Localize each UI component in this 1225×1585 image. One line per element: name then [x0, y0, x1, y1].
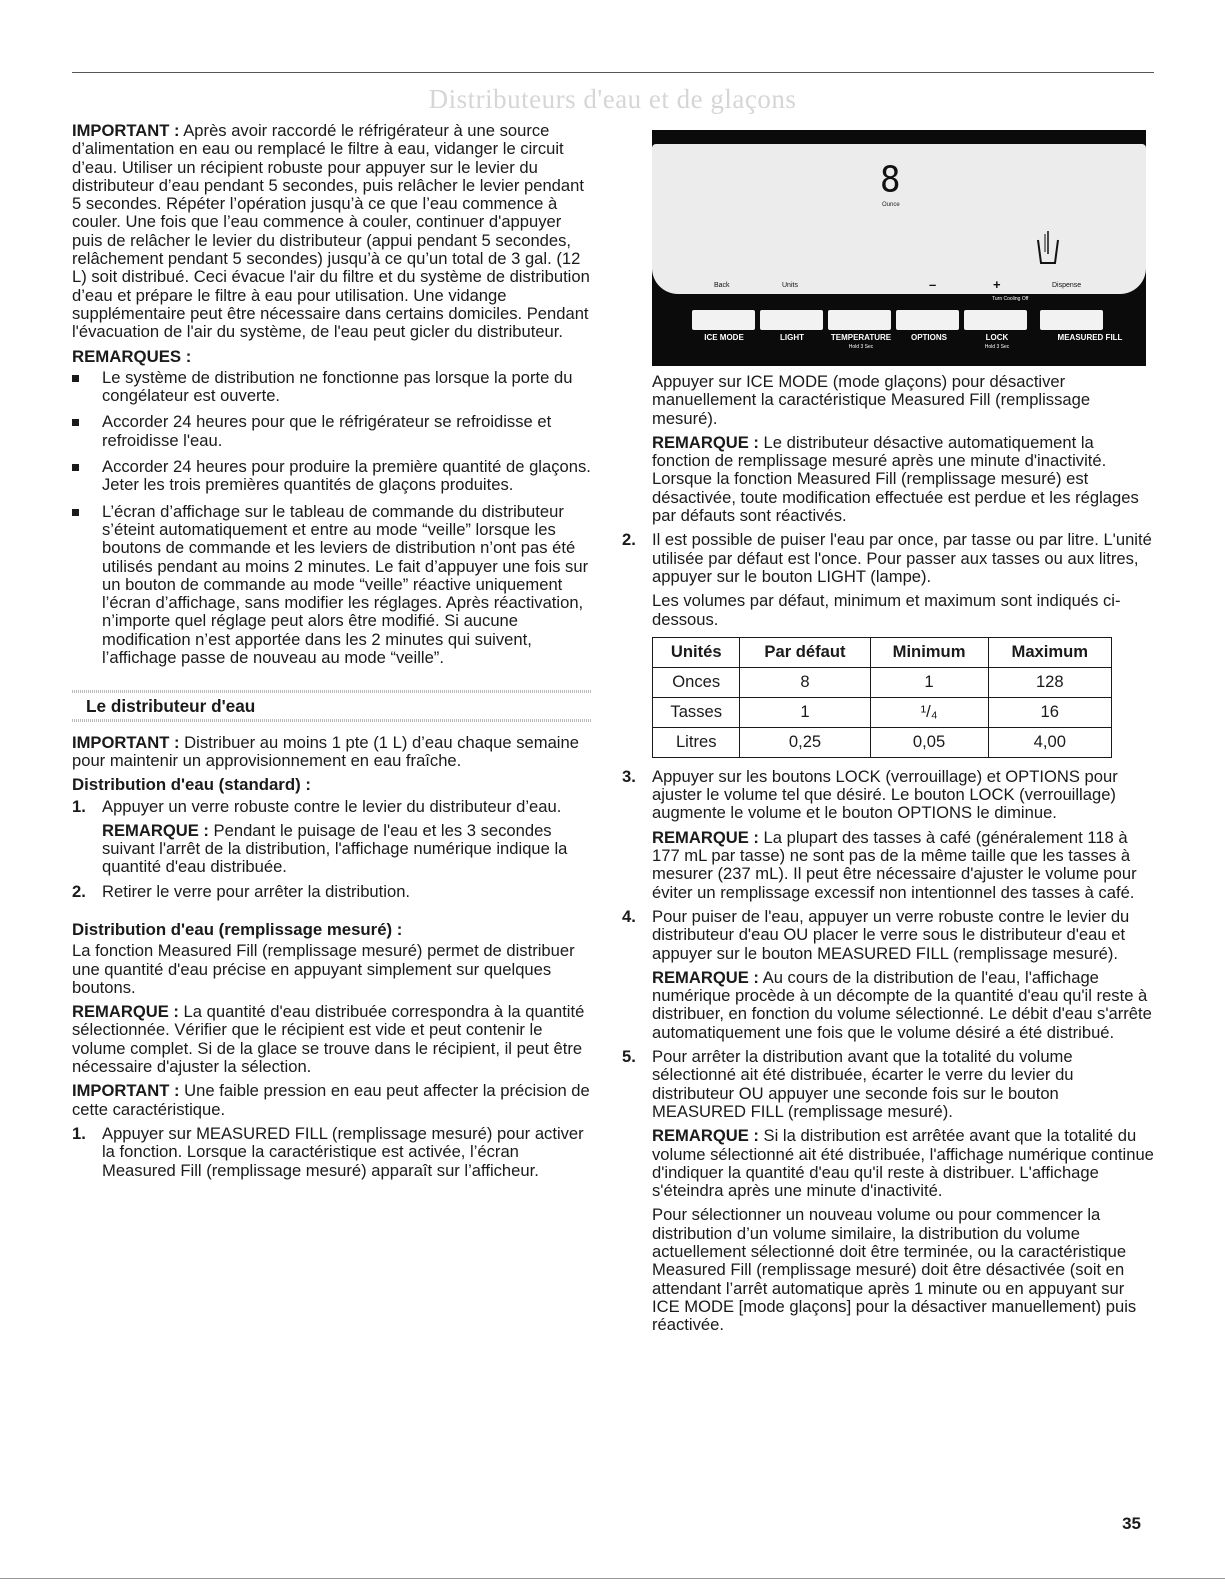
- note-paragraph: [652, 969, 1154, 1042]
- table-cell: 0,05: [870, 727, 988, 757]
- column-header: Par défaut: [740, 637, 870, 667]
- plus-label: +: [993, 277, 1001, 292]
- standard-heading: Distribution d'eau (standard) :: [72, 775, 311, 795]
- temperature-button: [828, 310, 891, 330]
- display-screen: [652, 144, 1146, 294]
- step-number: 2.: [72, 881, 86, 901]
- intro-label: IMPORTANT :: [72, 121, 180, 140]
- measured-fill-heading: Distribution d'eau (remplissage mesuré) :: [72, 919, 403, 939]
- light-label: LIGHT: [780, 333, 804, 342]
- table-cell: Onces: [653, 667, 740, 697]
- important-label: IMPORTANT :: [72, 1081, 180, 1101]
- note-paragraph: [72, 1003, 592, 1076]
- step-number: 1.: [72, 1123, 86, 1143]
- turn-cooling-label: Turn Cooling Off: [992, 296, 1029, 302]
- page-title: Distributeurs d'eau et de glaçons: [428, 84, 797, 114]
- hold-label: Hold 3 Sec: [984, 344, 1010, 350]
- lock-button: [964, 310, 1027, 330]
- bottom-rule: [0, 1578, 1225, 1579]
- note-text: Si la distribution est arrêtée avant que la totalité du volume sélectionné ait été distribuée, l'affichage numérique continue d'indiquer la quantité d'eau qu'il reste à distribuer. L'affichage s'éteindra après une minute d'inactivité.: [652, 1126, 1154, 1201]
- note-label: REMARQUE :: [652, 827, 759, 847]
- volume-table: [652, 637, 1112, 758]
- note-text: Au cours de la distribution de l'eau, l'affichage numérique procède à un décompte de la quantité d'eau qu'il reste à distribuer, en fonction du volume sélectionné. Le débit d'eau s'arrête automatiquement une fois que le volume désiré a été distribué.: [652, 967, 1152, 1042]
- important-paragraph: [72, 734, 592, 771]
- table-cell: 0,25: [740, 727, 870, 757]
- table-header-row: [653, 637, 1112, 667]
- step-item: [72, 1125, 592, 1180]
- ice-mode-label: ICE MODE: [704, 333, 744, 342]
- table-row: [653, 667, 1112, 697]
- step-text: Pour arrêter la distribution avant que la totalité du volume sélectionné ait été distribuée, écarter le verre du levier du distributeur OU appuyer une seconde fois sur le bouton MEASURED FILL (remplissage mesuré).: [652, 1047, 1074, 1121]
- step-text: Appuyer sur MEASURED FILL (remplissage mesuré) pour activer la fonction. Lorsque la caractéristique est activée, l’écran Measured Fill (remplissage mesuré) apparaît sur l’afficheur.: [102, 1123, 584, 1180]
- note-label: REMARQUE :: [652, 432, 759, 452]
- back-label: Back: [714, 282, 730, 289]
- step-item: [622, 530, 1154, 757]
- step-number: 4.: [622, 906, 636, 926]
- important-label: IMPORTANT :: [72, 732, 180, 752]
- measured-fill-label: MEASURED FILL: [1057, 333, 1123, 342]
- ice-mode-button: [692, 310, 755, 330]
- table-cell: 8: [740, 667, 870, 697]
- note-label: REMARQUE :: [652, 967, 759, 987]
- step-text: Appuyer sur les boutons LOCK (verrouillage) et OPTIONS pour ajuster le volume tel que désiré. Le bouton LOCK (verrouillage) augmente le volume et le bouton OPTIONS le diminue.: [652, 766, 1118, 823]
- table-cell: 1: [740, 697, 870, 727]
- step-number: 5.: [622, 1047, 636, 1067]
- units-label: Units: [782, 282, 798, 289]
- light-button: [760, 310, 823, 330]
- divider: [72, 719, 592, 722]
- lock-label: LOCK: [985, 333, 1009, 342]
- section-header: [72, 690, 592, 721]
- paragraph: Pour sélectionner un nouveau volume ou pour commencer la distribution d’un volume similaire, la distribution du volume actuellement sélectionné doit être terminée, ou la caractéristique Measured Fill (remplissage mesuré) doit être désactivée (soit en attendant l’arrêt automatique après 1 minute ou en appuyant sur ICE MODE [mode glaçons] pour la désactiver manuellement) puis réactivée.: [652, 1205, 1137, 1335]
- measured-fill-intro: La fonction Measured Fill (remplissage mesuré) permet de distribuer une quantité d'eau précise en appuyant simplement sur quelques boutons.: [72, 941, 575, 997]
- list-item: L’écran d’affichage sur le tableau de commande du distributeur s’éteint automatiquement et entre au mode “veille” lorsque les boutons de commande et les leviers de distribution n’ont pas été utilisés pendant au moins 2 minutes. Le fait d’appuyer une fois sur un bouton de commande au mode “veille” réactive uniquement l’écran d’affichage, sans modifier les réglages. Après réactivation, n’importe quel réglage peut alors être modifié. Si aucune modification n’est apportée dans les 2 minutes qui suivent, l’affichage passe de nouveau au mode “veille”.: [72, 503, 592, 668]
- important-text: Distribuer au moins 1 pte (1 L) d’eau chaque semaine pour maintenir un approvisionnement en eau fraîche.: [72, 732, 579, 770]
- note-text: La quantité d'eau distribuée correspondra à la quantité sélectionnée. Vérifier que le récipient est vide et peut contenir le volume complet. Si de la glace se trouve dans le récipient, il peut être nécessaire d'ajuster la sélection.: [72, 1002, 585, 1077]
- top-rule: [72, 72, 1154, 73]
- step-number: 2.: [622, 530, 636, 550]
- remarques-list: [72, 369, 592, 667]
- step-item: [72, 798, 592, 877]
- step-text: Pour puiser de l'eau, appuyer un verre robuste contre le levier du distributeur d'eau OU placer le verre sous le distributeur d'eau et appuyer sur le bouton MEASURED FILL (remplissage mesuré).: [652, 906, 1130, 963]
- note-paragraph: [652, 434, 1154, 525]
- left-column: [72, 122, 592, 1186]
- table-row: [653, 697, 1112, 727]
- step-item: [72, 883, 592, 901]
- step-text: Les volumes par défaut, minimum et maximum sont indiqués ci-dessous.: [652, 591, 1121, 629]
- dispense-label: Dispense: [1052, 282, 1082, 289]
- step-number: 1.: [72, 796, 86, 816]
- options-button: [896, 310, 959, 330]
- list-item: Accorder 24 heures pour que le réfrigérateur se refroidisse et refroidisse l'eau.: [72, 413, 592, 450]
- note-text: Le distributeur désactive automatiquement la fonction de remplissage mesuré après une minute d'inactivité. Lorsque la fonction Measured Fill (remplissage mesuré) est désactivée, toute modification effectuée est perdue et les réglages par défauts sont réactivés.: [652, 432, 1139, 526]
- note-paragraph: [652, 829, 1154, 902]
- right-column: [622, 372, 1154, 1340]
- hold-label: Hold 3 Sec: [848, 344, 874, 350]
- cup-icon: [1035, 230, 1061, 266]
- digit-display: 8: [880, 159, 901, 201]
- ounce-label: Ounce: [882, 202, 900, 208]
- table-cell: 4,00: [988, 727, 1111, 757]
- step-item: [622, 906, 1154, 1042]
- table-cell: Tasses: [653, 697, 740, 727]
- minus-label: –: [929, 277, 937, 292]
- step-item: [622, 766, 1154, 902]
- important-text: Une faible pression en eau peut affecter la précision de cette caractéristique.: [72, 1081, 590, 1119]
- measured-fill-button: [1040, 310, 1103, 330]
- important-paragraph: [72, 1082, 592, 1119]
- step-text: Retirer le verre pour arrêter la distribution.: [102, 881, 411, 901]
- step-text: Il est possible de puiser l'eau par once, par tasse ou par litre. L'unité utilisée par défaut est l'once. Pour passer aux tasses ou aux litres, appuyer sur le bouton LIGHT (lampe).: [652, 530, 1152, 586]
- table-cell: 1: [870, 667, 988, 697]
- table-cell: ¹/₄: [870, 697, 988, 727]
- table-cell: 128: [988, 667, 1111, 697]
- intro-text: Après avoir raccordé le réfrigérateur à une source d’alimentation en eau ou remplacé le filtre à eau, vidanger le circuit d’eau. Utiliser un récipient robuste pour appuyer sur le levier du distributeur d’eau pendant 5 secondes, puis relâcher le levier pendant 5 secondes. Répéter l’opération jusqu’à ce que l’eau commence à couler. Une fois que l’eau commence à couler, continuer d'appuyer puis de relâcher le levier du distributeur (appui pendant 5 secondes, relâchement pendant 5 secondes) jusqu’à ce qu’un total de 3 gal. (12 L) soit distribué. Ceci évacue l'air du filtre et du système de distribution d’eau et prépare le filtre à eau pour utilisation. Une vidange supplémentaire peut être nécessaire dans certains domiciles. Pendant l'évacuation de l'air du système, de l'eau peut gicler du distributeur.: [72, 121, 590, 342]
- table-cell: Litres: [653, 727, 740, 757]
- note-label: REMARQUE :: [102, 820, 209, 840]
- note-text: Pendant le puisage de l'eau et les 3 secondes suivant l'arrêt de la distribution, l'affichage numérique indique la quantité d'eau distribuée.: [102, 820, 568, 877]
- table-row: [653, 727, 1112, 757]
- column-header: Unités: [653, 637, 740, 667]
- options-label: OPTIONS: [910, 333, 947, 342]
- temperature-label: TEMPERATURE: [830, 333, 892, 342]
- intro-paragraph: [72, 122, 592, 342]
- note-paragraph: [652, 1127, 1154, 1200]
- column-header: Minimum: [870, 637, 988, 667]
- step-item: [622, 1047, 1154, 1335]
- remarques-heading: REMARQUES :: [72, 346, 192, 366]
- note-label: REMARQUE :: [72, 1002, 179, 1022]
- step-text: Appuyer un verre robuste contre le levier du distributeur d’eau.: [102, 796, 562, 816]
- list-item: Accorder 24 heures pour produire la première quantité de glaçons. Jeter les trois premières quantités de glaçons produites.: [72, 458, 592, 495]
- list-item: Le système de distribution ne fonctionne pas lorsque la porte du congélateur est ouverte.: [72, 369, 592, 406]
- table-cell: 16: [988, 697, 1111, 727]
- control-panel-illustration: [652, 130, 1146, 366]
- note-text: La plupart des tasses à café (généralement 118 à 177 mL par tasse) ne sont pas de la même taille que les tasses à mesurer (237 mL). Il peut être nécessaire d'ajuster le volume pour éviter un remplissage excessif non intentionnel des tasses à café.: [652, 827, 1137, 902]
- column-header: Maximum: [988, 637, 1111, 667]
- note-paragraph: [102, 822, 592, 877]
- step-number: 3.: [622, 766, 636, 786]
- note-label: REMARQUE :: [652, 1126, 759, 1146]
- page-number: 35: [1122, 1514, 1141, 1533]
- section-title: Le distributeur d'eau: [86, 696, 256, 717]
- paragraph: Appuyer sur ICE MODE (mode glaçons) pour désactiver manuellement la caractéristique Measured Fill (remplissage mesuré).: [652, 372, 1091, 428]
